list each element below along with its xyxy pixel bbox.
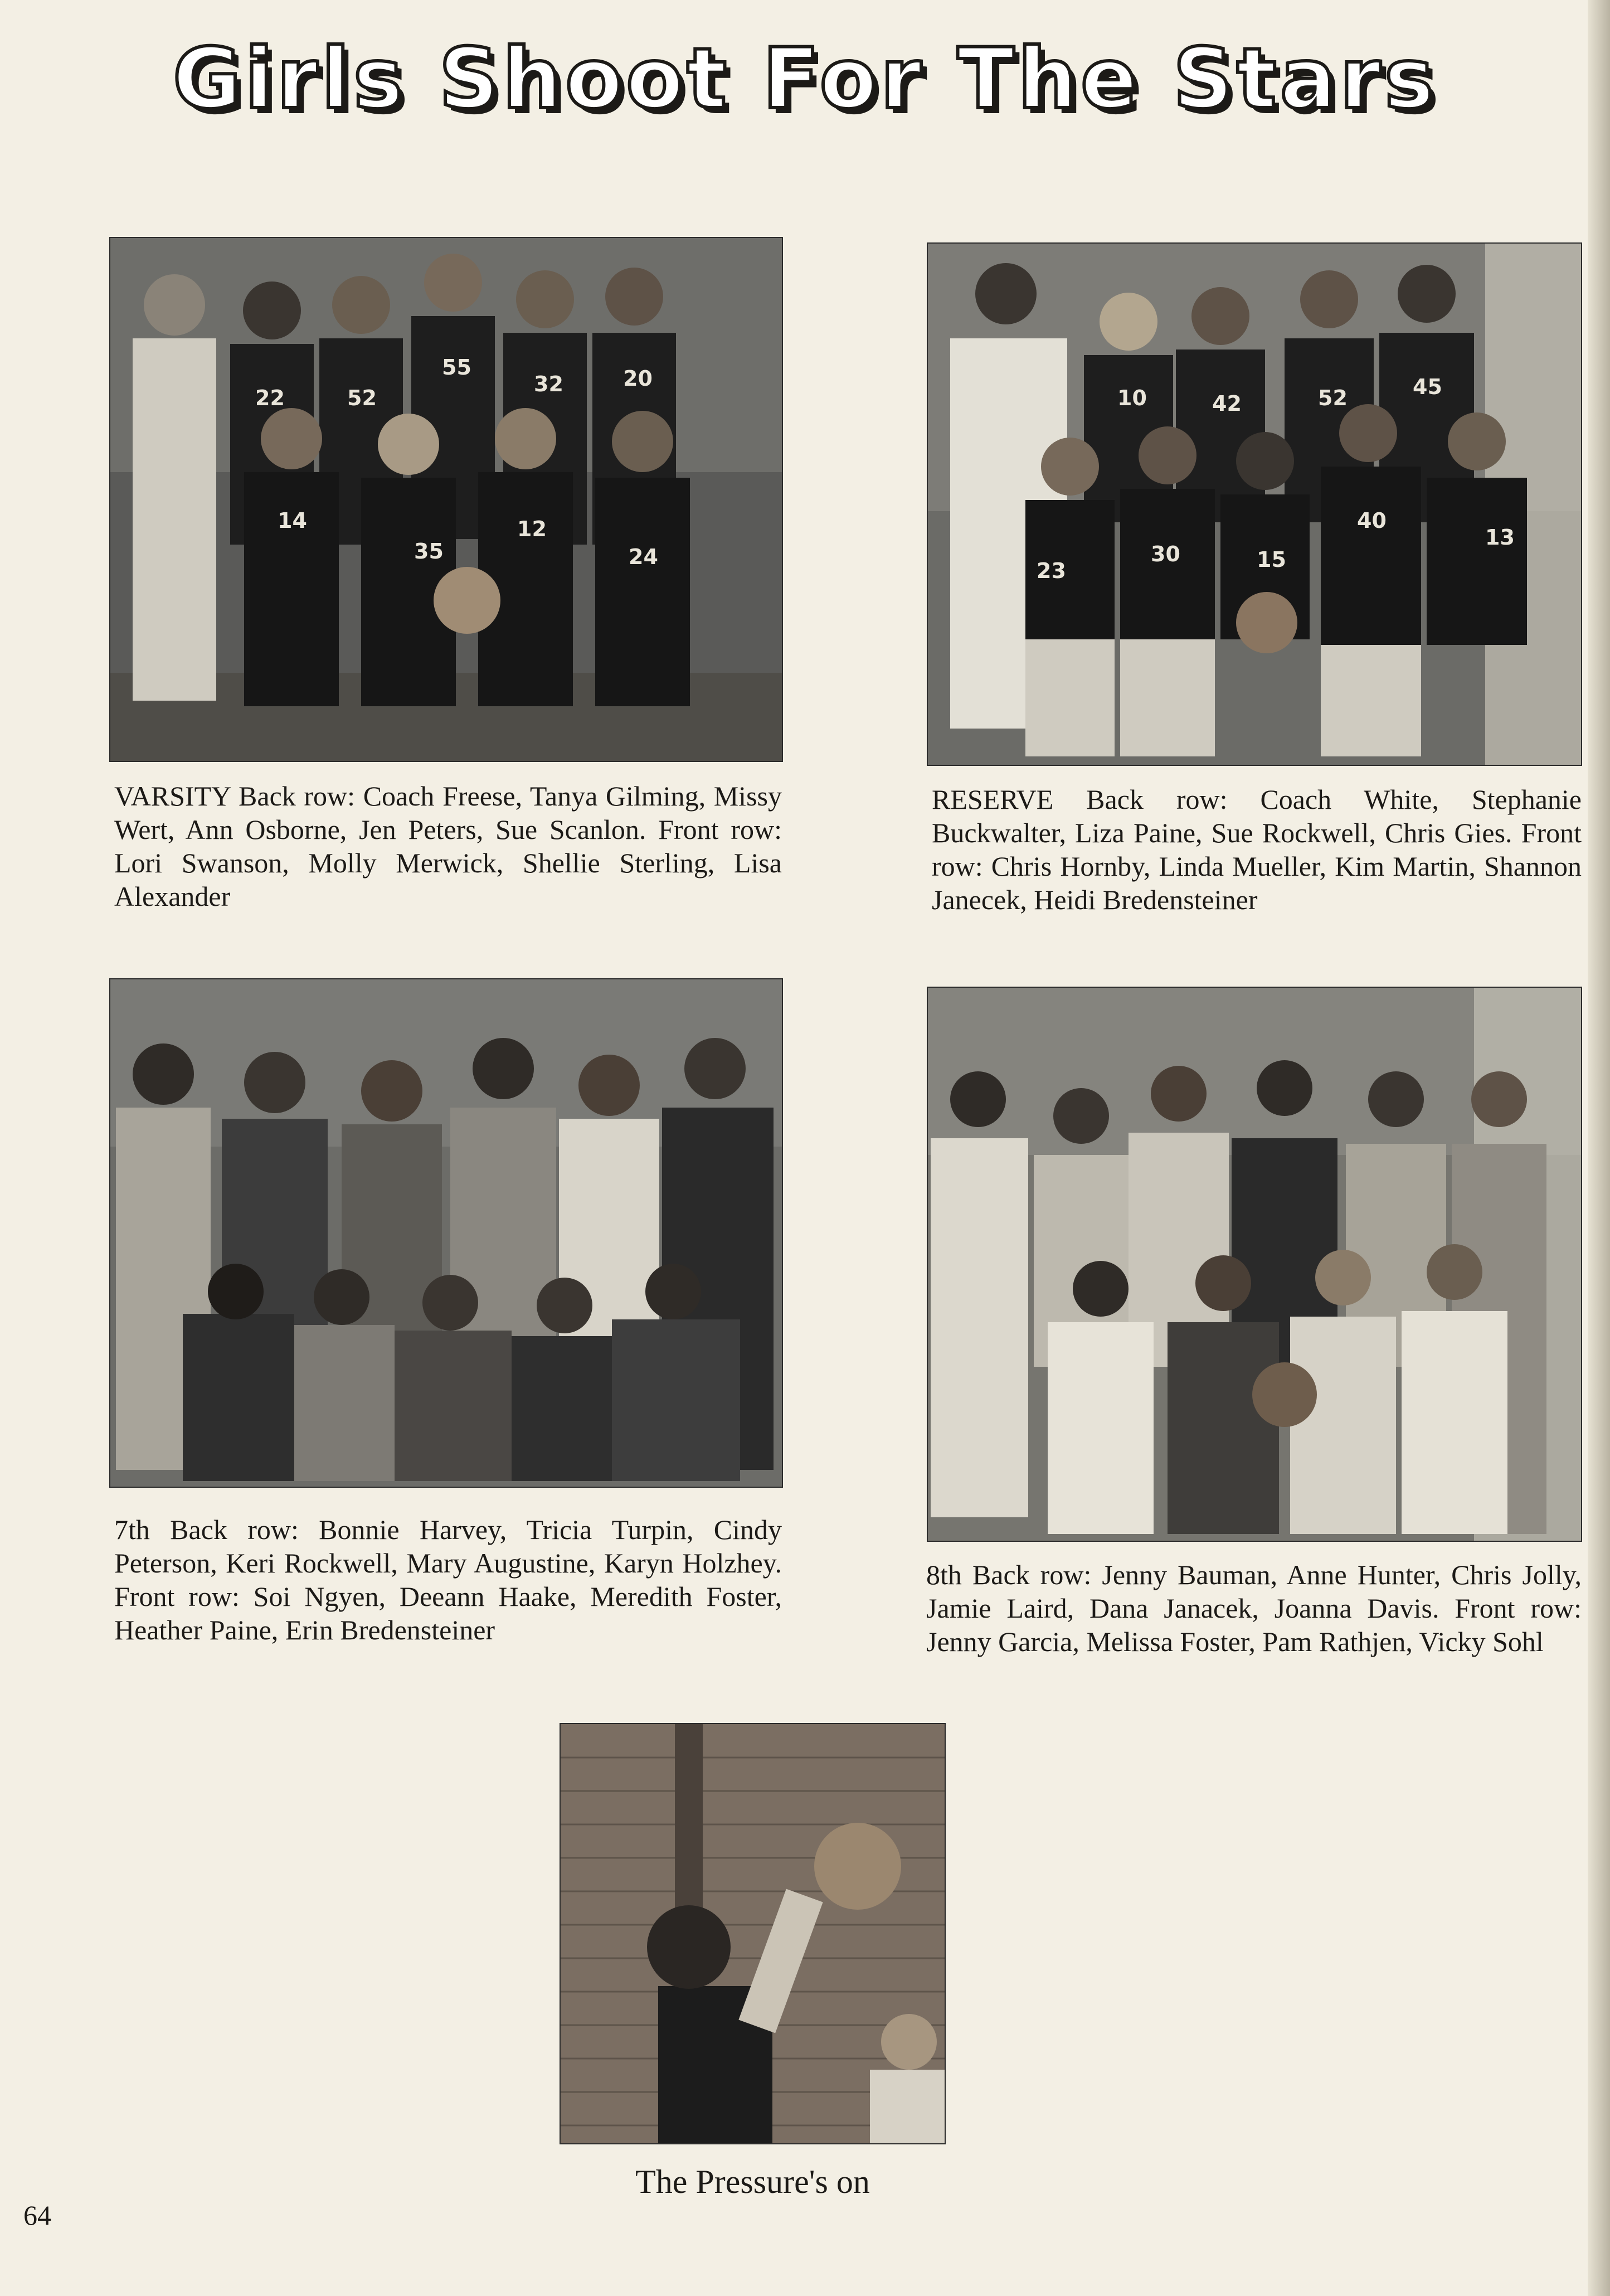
varsity-jersey-number: 55 — [442, 355, 471, 380]
reserve-jersey-number: 45 — [1413, 375, 1442, 399]
varsity-jersey-number: 35 — [414, 539, 444, 564]
page-title: Girls Shoot For The Stars — [172, 31, 1438, 128]
reserve-jersey-number: 15 — [1257, 547, 1286, 572]
varsity-jersey-number: 12 — [517, 517, 547, 541]
varsity-caption: VARSITY Back row: Coach Freese, Tanya Gilming, Missy Wert, Ann Osborne, Jen Peters, Sue Scanlon. Front row: Lori Swanson, Molly Merwick, Shellie Sterling, Lisa Alexander — [114, 780, 782, 912]
reserve-jersey-number: 40 — [1357, 508, 1387, 533]
reserve-photo-image — [928, 244, 1581, 765]
varsity-jersey-number: 32 — [534, 372, 563, 396]
varsity-jersey-number: 20 — [623, 366, 653, 391]
page-edge — [1588, 0, 1610, 2296]
eighth-grade-caption: 8th Back row: Jenny Bauman, Anne Hunter, Chris Jolly, Jamie Laird, Dana Janacek, Joanna Davis. Front row: Jenny Garcia, Melissa Foster, Pam Rathjen, Vicky Sohl — [926, 1559, 1582, 1657]
seventh-grade-team-photo — [110, 979, 782, 1487]
eighth-grade-team-photo — [928, 988, 1581, 1541]
reserve-caption: RESERVE Back row: Coach White, Stephanie Buckwalter, Liza Paine, Sue Rockwell, Chris Gies. Front row: Chris Hornby, Linda Mueller, Kim Martin, Shannon Janecek, Heidi Bredensteiner — [932, 784, 1582, 915]
varsity-jersey-number: 24 — [629, 545, 658, 569]
reserve-team-photo — [928, 244, 1581, 765]
varsity-jersey-number: 14 — [278, 508, 307, 533]
reserve-jersey-number: 30 — [1151, 542, 1180, 566]
action-caption: The Pressure's on — [635, 2163, 870, 2200]
seventh-photo-image — [110, 979, 782, 1487]
varsity-team-photo — [110, 238, 782, 761]
action-shot-photo — [561, 1724, 945, 2143]
reserve-jersey-number: 10 — [1117, 386, 1147, 410]
varsity-photo-image — [110, 238, 782, 761]
varsity-jersey-number: 52 — [347, 386, 377, 410]
varsity-jersey-number: 22 — [255, 386, 285, 410]
seventh-grade-caption: 7th Back row: Bonnie Harvey, Tricia Turpin, Cindy Peterson, Keri Rockwell, Mary Augustine, Karyn Holzhey. Front row: Soi Ngyen, Deeann Haake, Meredith Foster, Heather Paine, Erin Bredensteiner — [114, 1514, 782, 1645]
reserve-jersey-number: 52 — [1318, 386, 1348, 410]
page-number: 64 — [23, 2200, 51, 2231]
action-photo-image — [561, 1724, 945, 2143]
eighth-photo-image — [928, 988, 1581, 1541]
reserve-jersey-number: 23 — [1037, 559, 1066, 583]
reserve-jersey-number: 13 — [1485, 525, 1515, 550]
reserve-jersey-number: 42 — [1212, 391, 1242, 416]
